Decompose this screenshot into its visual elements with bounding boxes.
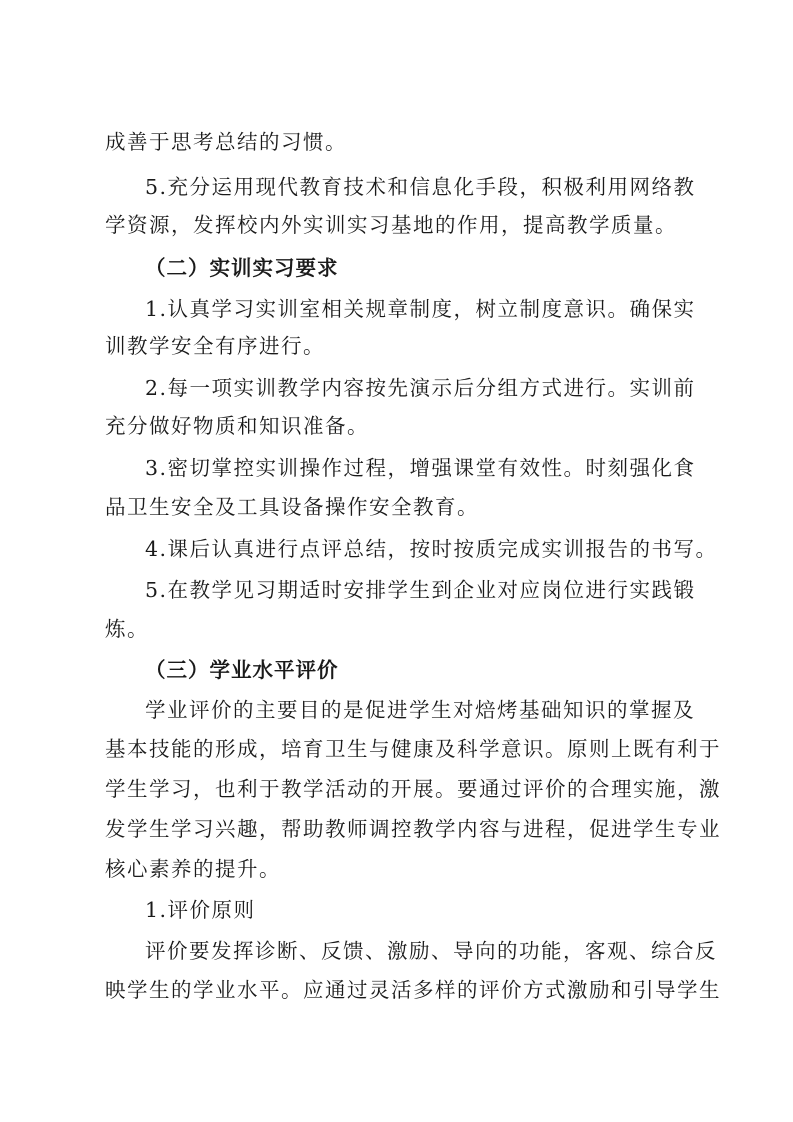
paragraph-line: 5.在教学见习期适时安排学生到企业对应岗位进行实践锻 xyxy=(145,578,696,602)
paragraph-line: 发学生学习兴趣，帮助教师调控教学内容与进程，促进学生专业 xyxy=(105,817,721,841)
paragraph-line: 学业评价的主要目的是促进学生对焙烤基础知识的掌握及 xyxy=(145,698,695,722)
paragraph-line: 4.课后认真进行点评总结，按时按质完成实训报告的书写。 xyxy=(145,537,718,561)
subsection-heading: 1.评价原则 xyxy=(145,898,256,922)
paragraph-line: 品卫生安全及工具设备操作安全教育。 xyxy=(105,495,479,519)
paragraph-line: 2.每一项实训教学内容按先演示后分组方式进行。实训前 xyxy=(145,376,696,400)
paragraph-line: 1.认真学习实训室相关规章制度，树立制度意识。确保实 xyxy=(145,297,696,321)
paragraph-line: 炼。 xyxy=(105,617,149,641)
paragraph-line: 3.密切掌控实训操作过程，增强课堂有效性。时刻强化食 xyxy=(145,456,696,480)
paragraph-line: 5.充分运用现代教育技术和信息化手段，积极利用网络教 xyxy=(145,175,696,199)
paragraph-line: 评价要发挥诊断、反馈、激励、导向的功能，客观、综合反 xyxy=(145,939,717,963)
section-heading: （三）学业水平评价 xyxy=(145,658,339,682)
paragraph-line: 训教学安全有序进行。 xyxy=(105,334,325,358)
section-heading: （二）实训实习要求 xyxy=(145,256,339,280)
paragraph-line: 学生学习，也利于教学活动的开展。要通过评价的合理实施，激 xyxy=(105,777,721,801)
paragraph-line: 映学生的学业水平。应通过灵活多样的评价方式激励和引导学生 xyxy=(105,978,721,1002)
paragraph-line: 充分做好物质和知识准备。 xyxy=(105,414,369,438)
paragraph-line: 基本技能的形成，培育卫生与健康及科学意识。原则上既有利于 xyxy=(105,737,721,761)
paragraph-line: 成善于思考总结的习惯。 xyxy=(105,130,347,154)
paragraph-line: 学资源，发挥校内外实训实习基地的作用，提高教学质量。 xyxy=(105,213,677,237)
paragraph-line: 核心素养的提升。 xyxy=(105,857,281,881)
